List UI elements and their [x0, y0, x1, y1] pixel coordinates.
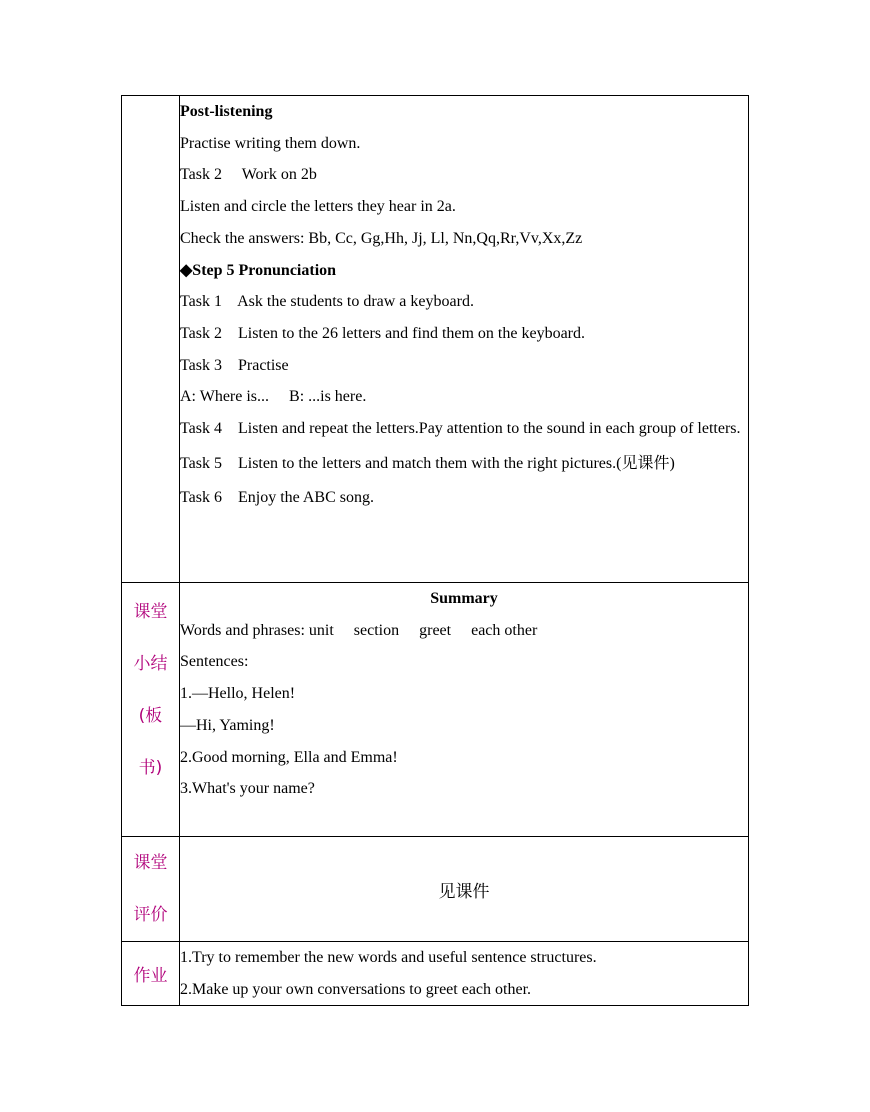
- homework-line: 2.Make up your own conversations to greet each other.: [180, 980, 532, 998]
- post-listening-row: [122, 96, 749, 583]
- task1-line: Task 1 Ask the students to draw a keyboard.: [180, 293, 474, 311]
- homework-label: 作业: [133, 966, 168, 987]
- summary-line: Words and phrases: unit section greet each other: [180, 621, 538, 639]
- listen-circle-line: Listen and circle the letters they hear in 2a.: [180, 198, 456, 216]
- task6-line: Task 6 Enjoy the ABC song.: [180, 488, 374, 506]
- empty-label-cell: [122, 96, 180, 583]
- summary-heading: Summary: [430, 590, 498, 607]
- homework-content: [180, 942, 749, 1006]
- summary-label-cell: [122, 583, 180, 837]
- summary-label-line: 书): [138, 758, 163, 778]
- summary-label-line: 小结: [133, 654, 168, 674]
- task4-line: Task 4 Listen and repeat the letters.Pay attention to the sound in each group of letters.: [180, 420, 741, 438]
- evaluation-label-cell: [122, 837, 180, 942]
- summary-line: 2.Good morning, Ella and Emma!: [180, 748, 398, 766]
- summary-line: Sentences:: [180, 653, 249, 671]
- summary-label-line: 课堂: [133, 602, 168, 622]
- summary-line: —Hi, Yaming!: [180, 716, 275, 734]
- evaluation-content: 见课件: [180, 837, 749, 942]
- lesson-plan-table: [121, 95, 749, 1006]
- summary-row: [122, 583, 749, 837]
- task2-work-line: Task 2 Work on 2b: [180, 166, 317, 184]
- task2-line: Task 2 Listen to the 26 letters and find them on the keyboard.: [180, 324, 586, 342]
- evaluation-label-line: 课堂: [133, 853, 168, 873]
- summary-line: 1.—Hello, Helen!: [180, 685, 296, 703]
- homework-label-cell: [122, 942, 180, 1006]
- check-answers-line: Check the answers: Bb, Cc, Gg,Hh, Jj, Ll, Nn,Qq,Rr,Vv,Xx,Zz: [180, 229, 583, 247]
- summary-line: 3.What's your name?: [180, 780, 315, 798]
- post-listening-heading: Post-listening: [180, 103, 273, 120]
- summary-label-line: (板: [138, 706, 163, 726]
- task3-line: Task 3 Practise: [180, 356, 289, 374]
- evaluation-label-line: 评价: [133, 905, 168, 925]
- step5-heading: ◆Step 5 Pronunciation: [180, 261, 337, 279]
- homework-line: 1.Try to remember the new words and useful sentence structures.: [180, 949, 597, 966]
- evaluation-row: [122, 837, 749, 942]
- post-listening-content: [180, 96, 749, 583]
- summary-content: [180, 583, 749, 837]
- task5-line: Task 5 Listen to the letters and match them with the right pictures.(见课件): [180, 454, 675, 472]
- practise-writing-line: Practise writing them down.: [180, 134, 361, 152]
- homework-row: [122, 942, 749, 1006]
- dialogue-line: A: Where is... B: ...is here.: [180, 388, 367, 406]
